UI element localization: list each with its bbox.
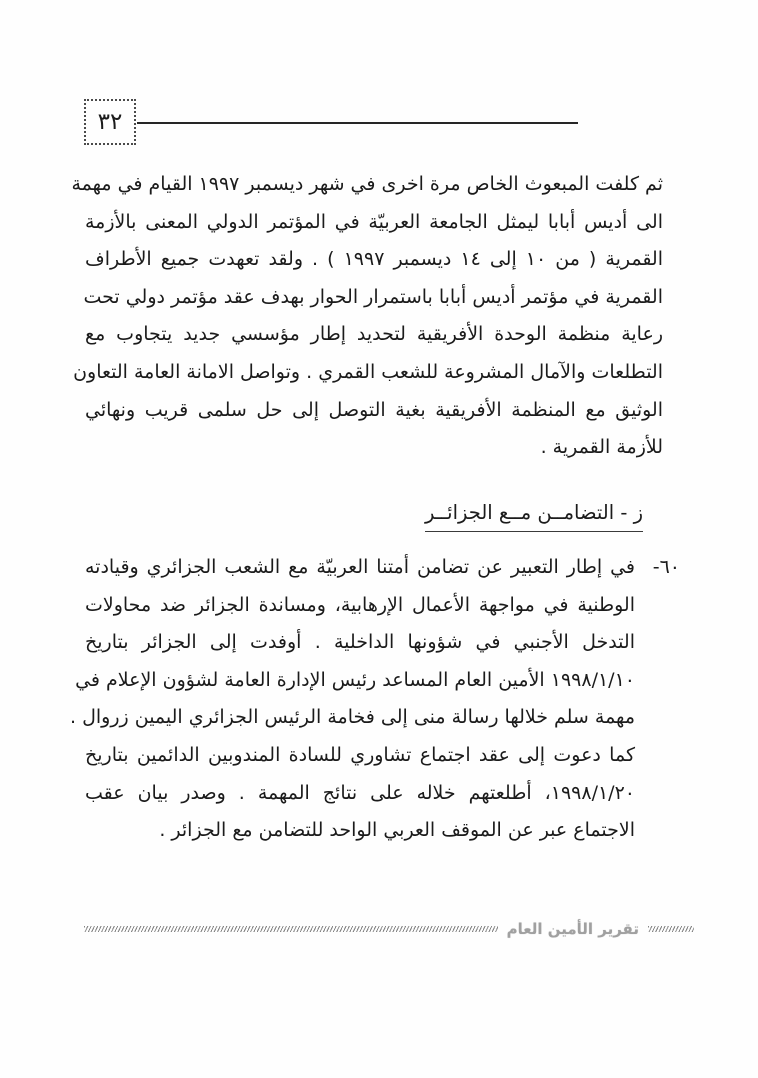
page-footer — [84, 916, 694, 942]
paragraph-line: ثم كلفت المبعوث الخاص مرة اخرى في شهر ديسمبر ١٩٩٧ القيام في مهمة — [71, 173, 663, 195]
paragraph-line: كما دعوت إلى عقد اجتماع تشاوري للسادة المندوبين الدائمين بتاريخ — [85, 743, 635, 766]
section-heading-wrap — [425, 501, 643, 532]
paragraph-line: الى أديس أبابا ليمثل الجامعة العربيّة في المؤتمر الدولي المعنى بالأزمة — [85, 210, 663, 233]
paragraph-line: القمرية ( من ١٠ إلى ١٤ ديسمبر ١٩٩٧ ) . ولقد تعهدت جميع الأطراف — [85, 248, 664, 271]
paragraph-line: مهمة سلم خلالها رسالة منى إلى فخامة الرئيس الجزائري اليمين زروال . — [70, 706, 635, 729]
paragraph-line: التطلعات والآمال المشروعة للشعب القمري . وتواصل الامانة العامة التعاون — [73, 360, 663, 383]
intro-paragraph — [71, 166, 664, 467]
footer-running-title: تقرير الأمين العام — [506, 920, 639, 938]
paragraph-line: للأزمة القمرية . — [540, 436, 663, 459]
paragraph-line: ١٩٩٨/١/١٠ الأمين العام المساعد رئيس الإدارة العامة لشؤون الإعلام في — [75, 668, 635, 691]
paragraph-line: القمرية في مؤتمر أديس أبابا باستمرار الحوار بهدف عقد مؤتمر دولي تحت — [83, 285, 663, 308]
item-60-paragraph — [70, 549, 680, 850]
item-60-number: ٦٠- — [652, 556, 680, 578]
header-rule — [137, 122, 578, 124]
page-number: ٣٢ — [97, 109, 123, 135]
paragraph-line: الوطنية في مواجهة الأعمال الإرهابية، ومساندة الجزائر ضد محاولات — [85, 593, 635, 616]
paragraph-line: ١٩٩٨/١/٢٠، أطلعتهم خلاله على نتائج المهمة . وصدر بيان عقب — [85, 781, 635, 804]
paragraph-line: في إطار التعبير عن تضامن أمتنا العربيّة مع الشعب الجزائري وقيادته — [85, 556, 635, 578]
paragraph-line: التدخل الأجنبي في شؤونها الداخلية . أوفدت إلى الجزائر بتاريخ — [85, 631, 635, 654]
paragraph-line: رعاية منظمة الوحدة الأفريقية لتحديد إطار مؤسسي جديد يتجاوب مع — [85, 323, 663, 346]
footer-rule-short — [648, 926, 694, 932]
paragraph-line: الاجتماع عبر عن الموقف العربي الواحد للتضامن مع الجزائر . — [159, 819, 635, 842]
page-number-box — [84, 99, 136, 145]
paragraph-line: الوثيق مع المنظمة الأفريقية بغية التوصل إلى حل سلمى قريب ونهائي — [85, 398, 663, 421]
section-heading: ز - التضامــن مــع الجزائــر — [425, 501, 643, 532]
footer-rule-long — [84, 926, 498, 932]
